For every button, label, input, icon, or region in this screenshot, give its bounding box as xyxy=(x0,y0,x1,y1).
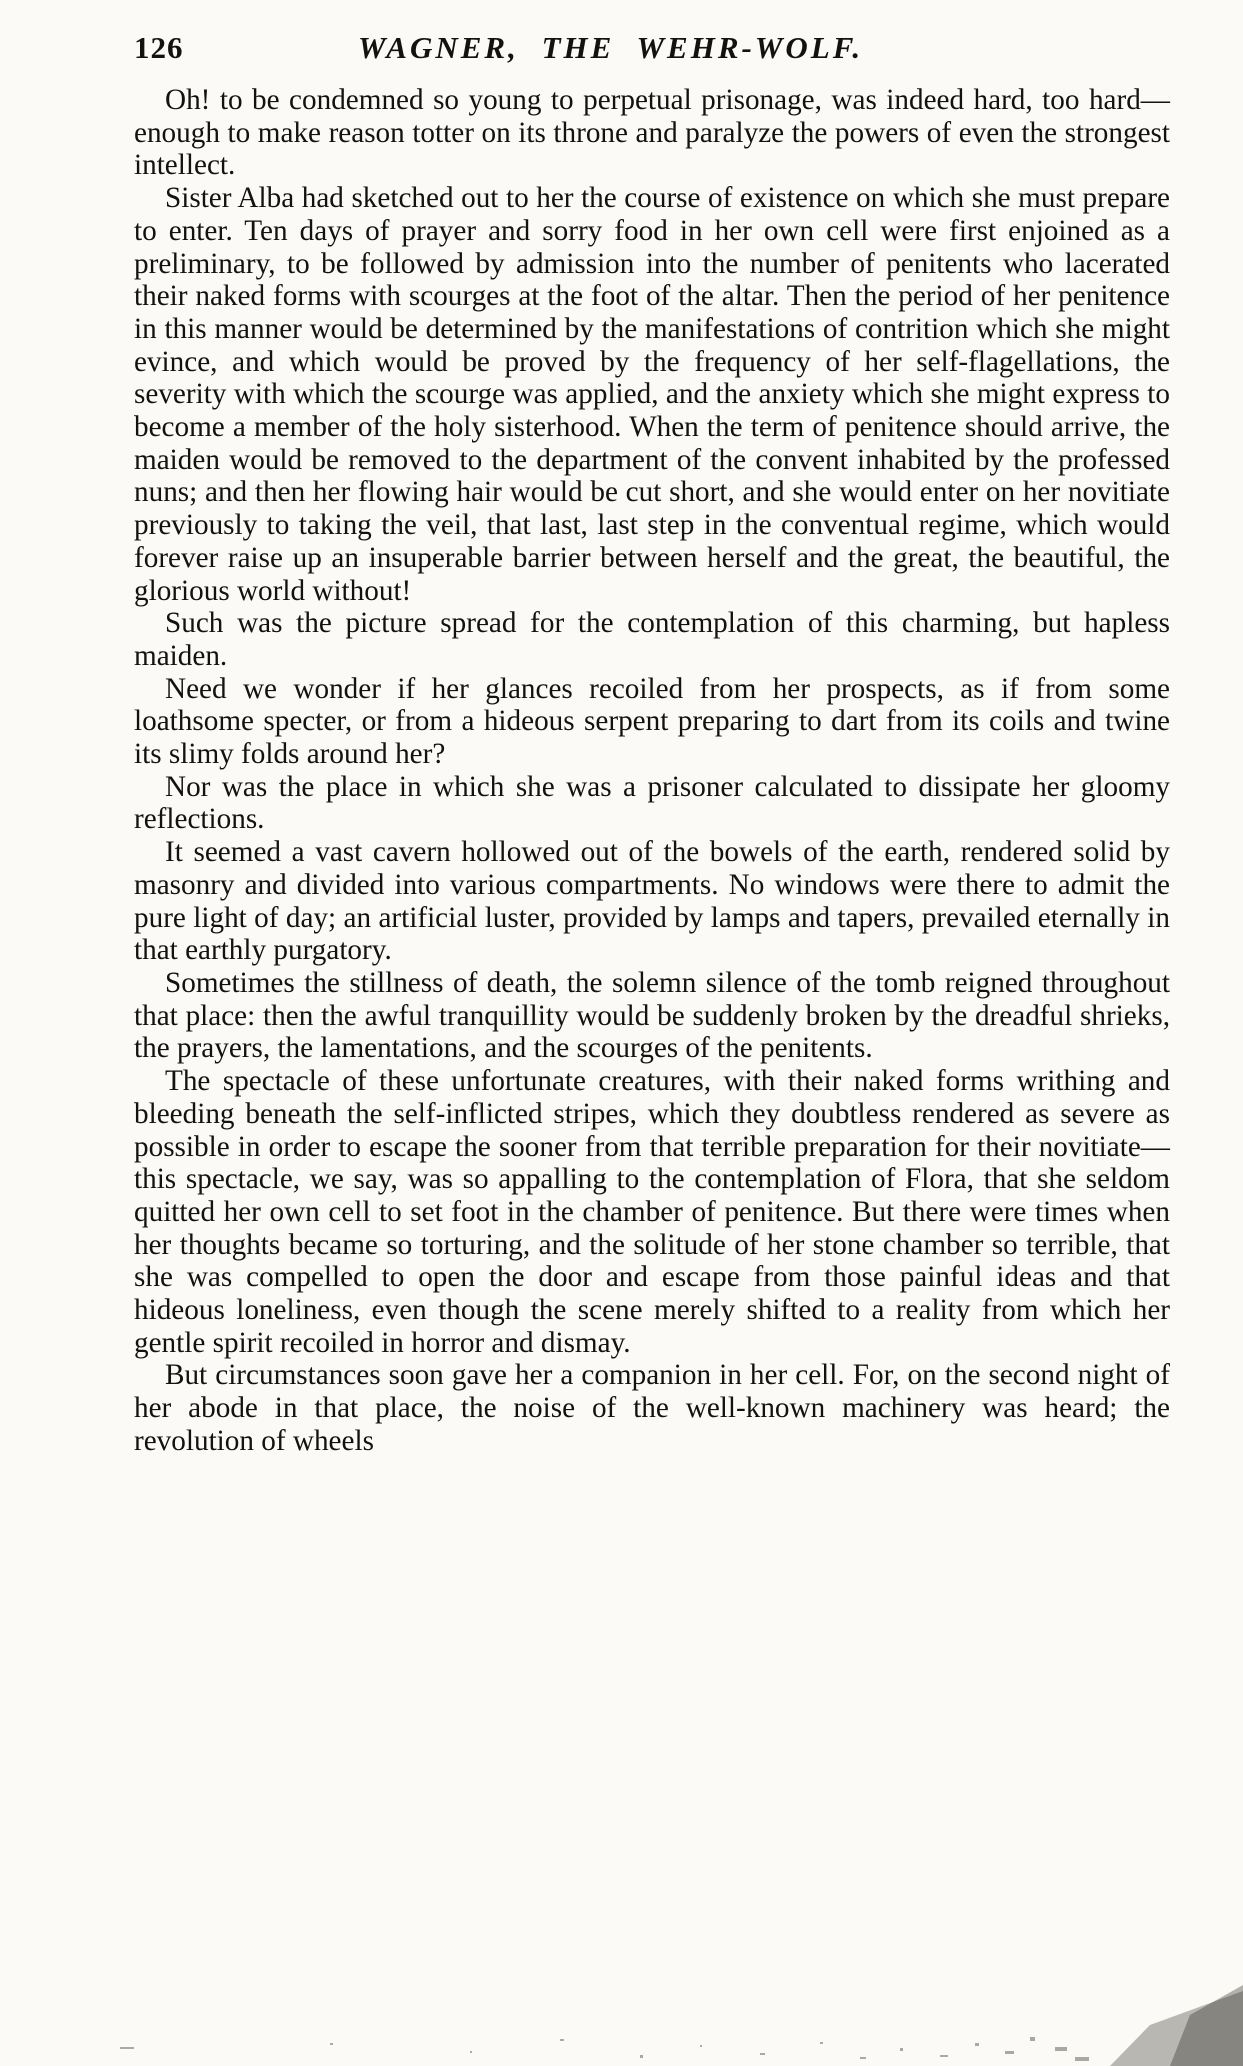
page-number: 126 xyxy=(134,30,184,65)
scan-edge-noise xyxy=(0,1985,1243,2066)
body-text xyxy=(134,84,1170,1458)
paragraph: Sister Alba had sketched out to her the course of existence on which she must prepare to enter. Ten days of prayer and sorry food in her own cell were first enjoined as a preliminary, to be followed by admission into the number of penitents who lacerated their naked forms with scourges at the foot of the altar. Then the period of her penitence in this manner would be determined by the manifestations of contrition which she might evince, and which would be proved by the frequency of her self-flagellations, the severity with which the scourge was applied, and the anxiety which she might express to become a member of the holy sisterhood. When the term of penitence should arrive, the maiden would be removed to the department of the convent inhabited by the professed nuns; and then her flowing hair would be cut short, and she would enter on her novitiate previously to taking the veil, that last, last step in the conventual regime, which would forever raise up an insuperable barrier between herself and the great, the beautiful, the glorious world without! xyxy=(134,182,1170,607)
running-title: WAGNER, THE WEHR-WOLF. xyxy=(358,30,864,65)
book-page xyxy=(134,30,1170,1458)
paragraph: Oh! to be condemned so young to perpetual prisonage, was indeed hard, too hard—enough to make reason totter on its throne and paralyze the powers of even the strongest intellect. xyxy=(134,84,1170,182)
page-header xyxy=(134,30,1170,74)
paragraph: But circumstances soon gave her a companion in her cell. For, on the second night of her abode in that place, the noise of the well-known machinery was heard; the revolution of wheels xyxy=(134,1359,1170,1457)
paragraph: Such was the picture spread for the contemplation of this charming, but hapless maiden. xyxy=(134,607,1170,672)
paragraph: Sometimes the stillness of death, the solemn silence of the tomb reigned throughout that place: then the awful tranquillity would be suddenly broken by the dreadful shrieks, the prayers, the lamentations, and the scourges of the penitents. xyxy=(134,966,1170,1065)
paragraph: The spectacle of these unfortunate creatures, with their naked forms writhing and bleeding beneath the self-inflicted stripes, which they doubtless rendered as severe as possible in order to escape the sooner from that terrible preparation for their novitiate—this spectacle, we say, was so appalling to the contemplation of Flora, that she seldom quitted her own cell to set foot in the chamber of penitence. But there were times when her thoughts became so torturing, and the solitude of her stone chamber so terrible, that she was compelled to open the door and escape from those painful ideas and that hideous loneliness, even though the scene merely shifted to a reality from which her gentle spirit recoiled in horror and dismay. xyxy=(134,1065,1170,1359)
paragraph: It seemed a vast cavern hollowed out of the bowels of the earth, rendered solid by masonry and divided into various compartments. No windows were there to admit the pure light of day; an artificial luster, provided by lamps and tapers, prevailed eternally in that earthly purgatory. xyxy=(134,836,1170,967)
paragraph: Nor was the place in which she was a prisoner calculated to dissipate her gloomy reflections. xyxy=(134,770,1170,836)
paragraph: Need we wonder if her glances recoiled from her prospects, as if from some loathsome specter, or from a hideous serpent preparing to dart from its coils and twine its slimy folds around her? xyxy=(134,672,1170,771)
